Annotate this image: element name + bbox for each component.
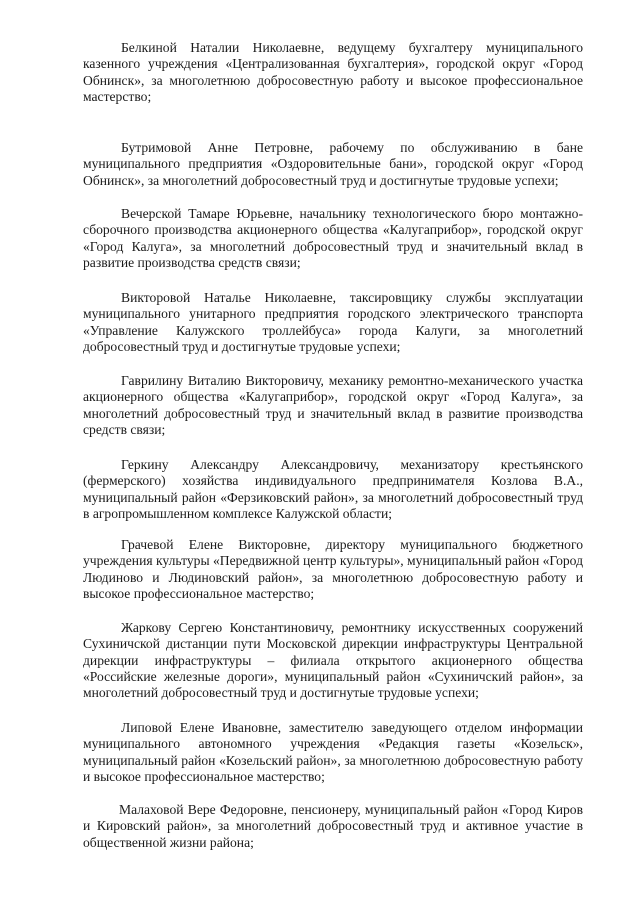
award-paragraph: Гаврилину Виталию Викторовичу, механику ремонтно-механического участка акционерного общества «Калугаприбор», городской округ «Город Калуга», за многолетний добросовестный труд и значительный вклад в развитие производства средств связи; xyxy=(83,373,583,437)
award-paragraph: Липовой Елене Ивановне, заместителю заведующего отделом информации муниципального автономного учреждения «Редакция газеты «Козельск», муниципальный район «Козельский район», за многолетнюю добросовестную работу и высокое профессиональное мастерство; xyxy=(83,720,583,784)
award-paragraph: Бутримовой Анне Петровне, рабочему по обслуживанию в бане муниципального предприятия «Оздоровительные бани», городской округ «Город Обнинск», за многолетний добросовестный труд и достигнутые трудовые успехи; xyxy=(83,140,583,188)
award-paragraph: Белкиной Наталии Николаевне, ведущему бухгалтеру муниципального казенного учреждения «Централизованная бухгалтерия», городской округ «Город Обнинск», за многолетнюю добросовестную работу и высокое профессиональное мастерство; xyxy=(83,40,583,104)
award-paragraph: Грачевой Елене Викторовне, директору муниципального бюджетного учреждения культуры «Передвижной центр культуры», муниципальный район «Город Людиново и Людиновский район», за многолетнюю добросовестную работу и высокое профессиональное мастерство; xyxy=(83,537,583,601)
award-paragraph: Жаркову Сергею Константиновичу, ремонтнику искусственных сооружений Сухиничской дистанции пути Московской дирекции инфраструктуры Центральной дирекции инфраструктуры – филиала открытого акционерного общества «Российские железные дороги», муниципальный район «Сухиничский район», за многолетний добросовестный труд и достигнутые трудовые успехи; xyxy=(83,620,583,701)
award-paragraph: Геркину Александру Александровичу, механизатору крестьянского (фермерского) хозяйства индивидуального предпринимателя Козлова В.А., муниципальный район «Ферзиковский район», за многолетний добросовестный труд в агропромышленном комплексе Калужской области; xyxy=(83,457,583,521)
award-paragraph: Вечерской Тамаре Юрьевне, начальнику технологического бюро монтажно-сборочного производства акционерного общества «Калугаприбор», городской округ «Город Калуга», за многолетний добросовестный труд и значительный вклад в развитие производства средств связи; xyxy=(83,206,583,270)
award-paragraph: Малаховой Вере Федоровне, пенсионеру, муниципальный район «Город Киров и Кировский район», за многолетний добросовестный труд и активное участие в общественной жизни района; xyxy=(83,802,583,850)
award-paragraph: Викторовой Наталье Николаевне, таксировщику службы эксплуатации муниципального унитарного предприятия городского электрического транспорта «Управление Калужского троллейбуса» города Калуги, за многолетний добросовестный труд и достигнутые трудовые успехи; xyxy=(83,290,583,354)
